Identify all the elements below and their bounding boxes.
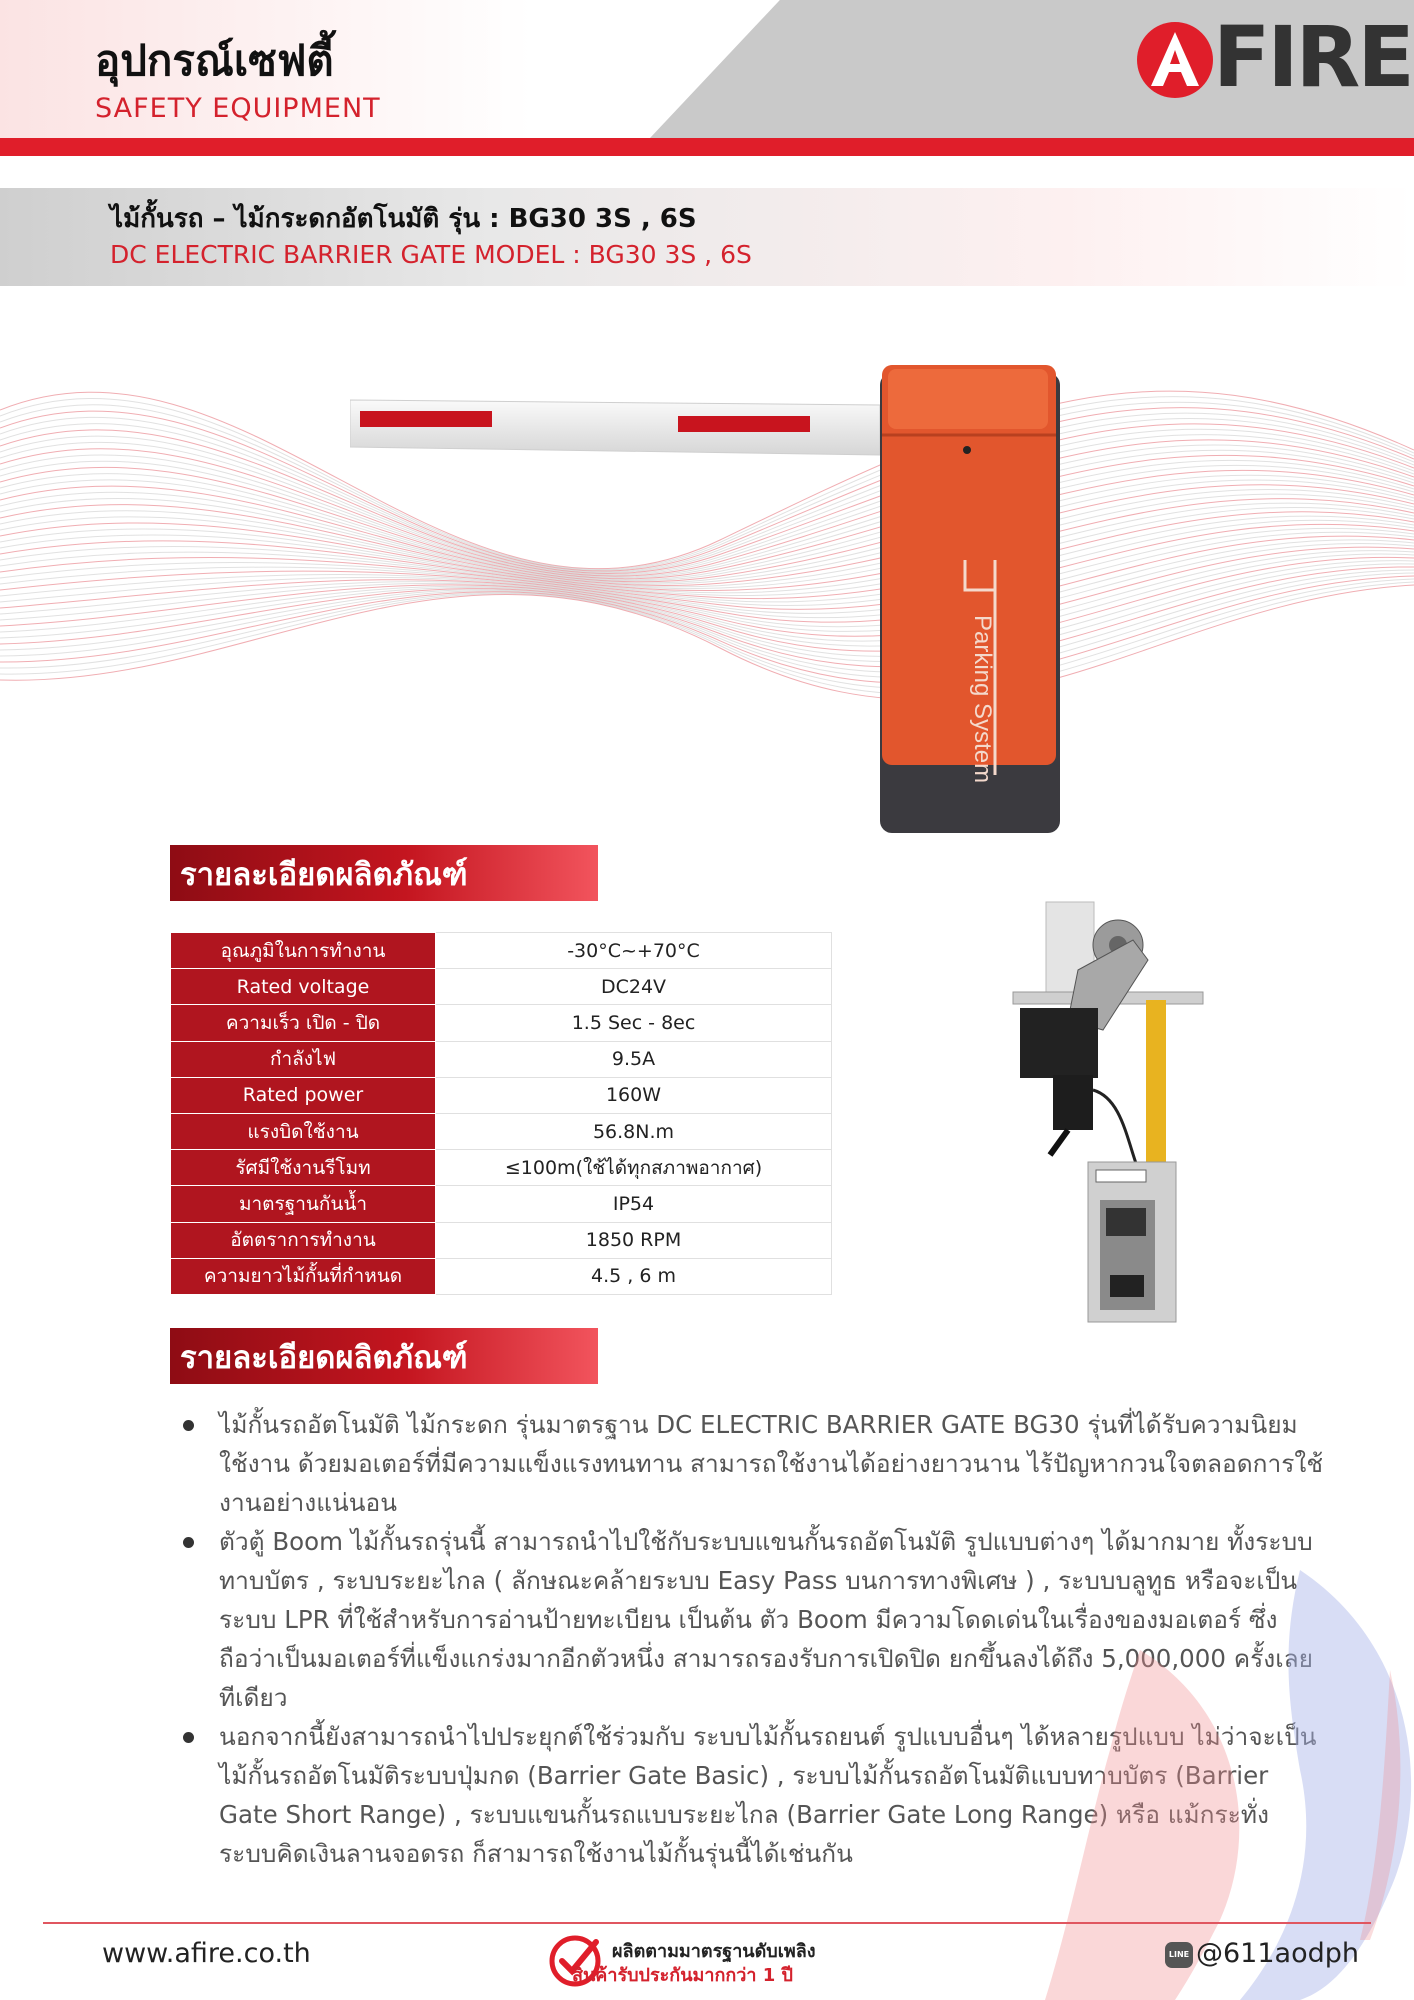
table-row	[171, 1077, 832, 1113]
spec-value: IP54	[436, 1186, 832, 1222]
spec-value: -30°C~+70°C	[436, 933, 832, 969]
standard-text: ผลิตตามมาตรฐานดับเพลิง	[612, 1941, 816, 1962]
spec-label: รัศมีใช้งานรีโมท	[171, 1150, 436, 1186]
spec-label: กำลังไฟ	[171, 1041, 436, 1077]
spec-label: อัตตราการทำงาน	[171, 1222, 436, 1258]
motor-mechanism-image	[1008, 900, 1208, 1330]
spec-value: 9.5A	[436, 1041, 832, 1077]
description-heading: รายละเอียดผลิตภัณฑ์	[180, 1340, 468, 1376]
table-row	[171, 1150, 832, 1186]
list-item: นอกจากนี้ยังสามารถนำไปประยุกต์ใช้ร่วมกับ ระบบไม้กั้นรถยนต์ รูปแบบอื่นๆ ได้หลายรูปแบบ ไม่ว่าจะเป็น ไม้กั้นรถอัตโนมัติระบบปุ่มกด (Barrier Gate Basic) , ระบบไม้กั้นรถอัตโนมัติแบบทาบบัตร (Barrier Gate Short Range) , ระบบแขนกั้นรถแบบระยะไกล (Barrier Gate Long Range) หรือ แม้กระทั่ง ระบบคิดเงินลานจอดรถ ก็สามารถใช้งานไม้กั้นรุ่นนี้ได้เช่นกัน	[183, 1717, 1323, 1873]
spec-label: อุณภูมิในการทำงาน	[171, 933, 436, 969]
spec-value: ≤100m(ใช้ได้ทุกสภาพอากาศ)	[436, 1150, 832, 1186]
table-row	[171, 1258, 832, 1294]
list-item: ตัวตู้ Boom ไม้กั้นรถรุ่นนี้ สามารถนำไปใช้กับระบบแขนกั้นรถอัตโนมัติ รูปแบบต่างๆ ได้มากมาย ทั้งระบบทาบบัตร , ระบบระยะไกล ( ลักษณะคล้ายระบบ Easy Pass บนการทางพิเศษ ) , ระบบบลูทูธ หรือจะเป็นระบบ LPR ที่ใช้สำหรับการอ่านป้ายทะเบียน เป็นต้น ตัว Boom มีความโดดเด่นในเรื่องของมอเตอร์ ซึ่งถือว่าเป็นมอเตอร์ที่แข็งแกร่งมากอีกตัวหนึ่ง สามารถรองรับการเปิดปิด ยกขึ้นลงได้ถึง 5,000,000 ครั้งเลยทีเดียว	[183, 1522, 1323, 1717]
flame-decoration	[1000, 1560, 1414, 2000]
logo-wordmark: FIRE	[1213, 8, 1412, 106]
table-row	[171, 1041, 832, 1077]
cabinet-label: Parking System	[969, 615, 996, 784]
line-id-link[interactable]: @611aodph	[1196, 1938, 1359, 1969]
specs-section-header	[170, 845, 598, 901]
spec-label: มาตรฐานกันน้ำ	[171, 1186, 436, 1222]
product-name-thai: ไม้กั้นรถ – ไม้กระดกอัตโนมัติ รุ่น : BG30 3S , 6S	[110, 204, 697, 234]
spec-label: ความเร็ว เปิด - ปิด	[171, 1005, 436, 1041]
specs-heading: รายละเอียดผลิตภัณฑ์	[180, 857, 468, 893]
spec-value: 4.5 , 6 m	[436, 1258, 832, 1294]
table-row	[171, 1186, 832, 1222]
spec-value: DC24V	[436, 969, 832, 1005]
spec-table	[170, 932, 832, 1295]
warranty-text: สินค้ารับประกันมากกว่า 1 ปี	[572, 1965, 793, 1986]
barrier-gate-image	[350, 355, 1070, 855]
spec-label: Rated voltage	[171, 969, 436, 1005]
table-row	[171, 969, 832, 1005]
spec-label: Rated power	[171, 1077, 436, 1113]
website-link[interactable]: www.afire.co.th	[102, 1938, 311, 1969]
table-row	[171, 933, 832, 969]
page-title: อุปกรณ์เซฟตี้	[95, 36, 334, 85]
spec-value: 1.5 Sec - 8ec	[436, 1005, 832, 1041]
footer-divider	[43, 1922, 1371, 1924]
spec-label: ความยาวไม้กั้นที่กำหนด	[171, 1258, 436, 1294]
spec-value: 1850 RPM	[436, 1222, 832, 1258]
page-subtitle: SAFETY EQUIPMENT	[95, 93, 381, 124]
spec-value: 56.8N.m	[436, 1113, 832, 1149]
table-row	[171, 1113, 832, 1149]
product-name-english: DC ELECTRIC BARRIER GATE MODEL : BG30 3S , 6S	[110, 240, 752, 269]
list-item: ไม้กั้นรถอัตโนมัติ ไม้กระดก รุ่นมาตรฐาน DC ELECTRIC BARRIER GATE BG30 รุ่นที่ได้รับความนิยมใช้งาน ด้วยมอเตอร์ที่มีความแข็งแรงทนทาน สามารถใช้งานได้อย่างยาวนาน ไร้ปัญหากวนใจตลอดการใช้งานอย่างแน่นอน	[183, 1405, 1323, 1522]
table-row	[171, 1222, 832, 1258]
spec-value: 160W	[436, 1077, 832, 1113]
spec-label: แรงบิดใช้งาน	[171, 1113, 436, 1149]
table-row	[171, 1005, 832, 1041]
description-section-header	[170, 1328, 598, 1384]
line-app-icon: LINE	[1165, 1942, 1193, 1968]
header-red-bar	[0, 138, 1414, 156]
